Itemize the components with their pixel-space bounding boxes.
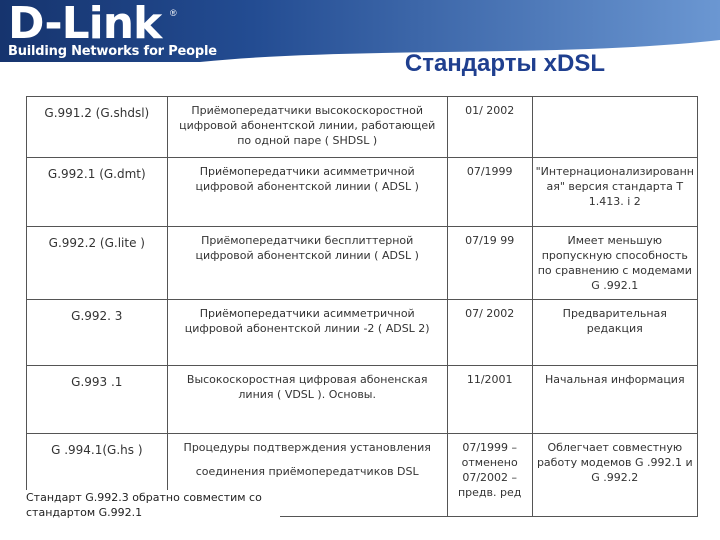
date-cell	[447, 434, 532, 517]
standard-cell: G .994.1(G.hs )	[27, 434, 168, 517]
table-row	[27, 227, 698, 300]
note-cell: Начальная информация	[532, 366, 697, 434]
description-line: соединения приёмопередатчиков DSL	[195, 465, 419, 478]
description-cell: Высокоскоростная цифровая абоненская линия ( VDSL ). Основы.	[167, 366, 447, 434]
note-cell: "Интернационализированн ая" версия стандарта T 1.413. i 2	[532, 158, 697, 227]
date-cell: 07/ 2002	[447, 300, 532, 366]
description-cell: Приёмопередатчики асимметричной цифровой абонентской линии ( ADSL )	[167, 158, 447, 227]
standard-cell: G.992. 3	[27, 300, 168, 366]
date-cell: 01/ 2002	[447, 97, 532, 158]
table-row	[27, 300, 698, 366]
standard-cell: G.992.2 (G.lite )	[27, 227, 168, 300]
description-cell: Приёмопередатчики асимметричной цифровой абонентской линии -2 ( ADSL 2)	[167, 300, 447, 366]
logo-text: D-Link	[8, 0, 162, 49]
standard-cell: G.992.1 (G.dmt)	[27, 158, 168, 227]
date-line: предв. ред	[457, 486, 522, 499]
description-cell: Приёмопередатчики высокоскоростной цифровой абонентской линии, работающей по одной паре ( SHDSL )	[167, 97, 447, 158]
date-cell: 11/2001	[447, 366, 532, 434]
date-line: 07/1999 –	[462, 441, 518, 454]
note-cell	[532, 97, 697, 158]
registered-mark: ®	[170, 8, 177, 18]
note-cell: Имеет меньшую пропускную способность по сравнению с модемами G .992.1	[532, 227, 697, 300]
slide-title: Стандарты xDSL	[404, 50, 605, 77]
date-line: 07/2002 –	[462, 471, 518, 484]
table-row	[27, 97, 698, 158]
note-cell: Предварительная редакция	[532, 300, 697, 366]
footnote: Стандарт G.992.3 обратно совместим со стандартом G.992.1	[26, 490, 280, 520]
date-line: отменено	[461, 456, 518, 469]
standards-table	[26, 96, 698, 517]
logo-tagline: Building Networks for People	[8, 44, 217, 59]
date-cell: 07/1999	[447, 158, 532, 227]
standard-cell: G.991.2 (G.shdsl)	[27, 97, 168, 158]
description-cell: Приёмопередатчики бесплиттерной цифровой абонентской линии ( ADSL )	[167, 227, 447, 300]
description-line: Процедуры подтверждения установления	[183, 441, 431, 454]
table-row	[27, 366, 698, 434]
table-row	[27, 158, 698, 227]
dlink-logo	[8, 0, 217, 60]
note-cell: Облегчает совместную работу модемов G .992.1 и G .992.2	[532, 434, 697, 517]
date-cell: 07/19 99	[447, 227, 532, 300]
standard-cell: G.993 .1	[27, 366, 168, 434]
header-banner	[0, 0, 720, 62]
